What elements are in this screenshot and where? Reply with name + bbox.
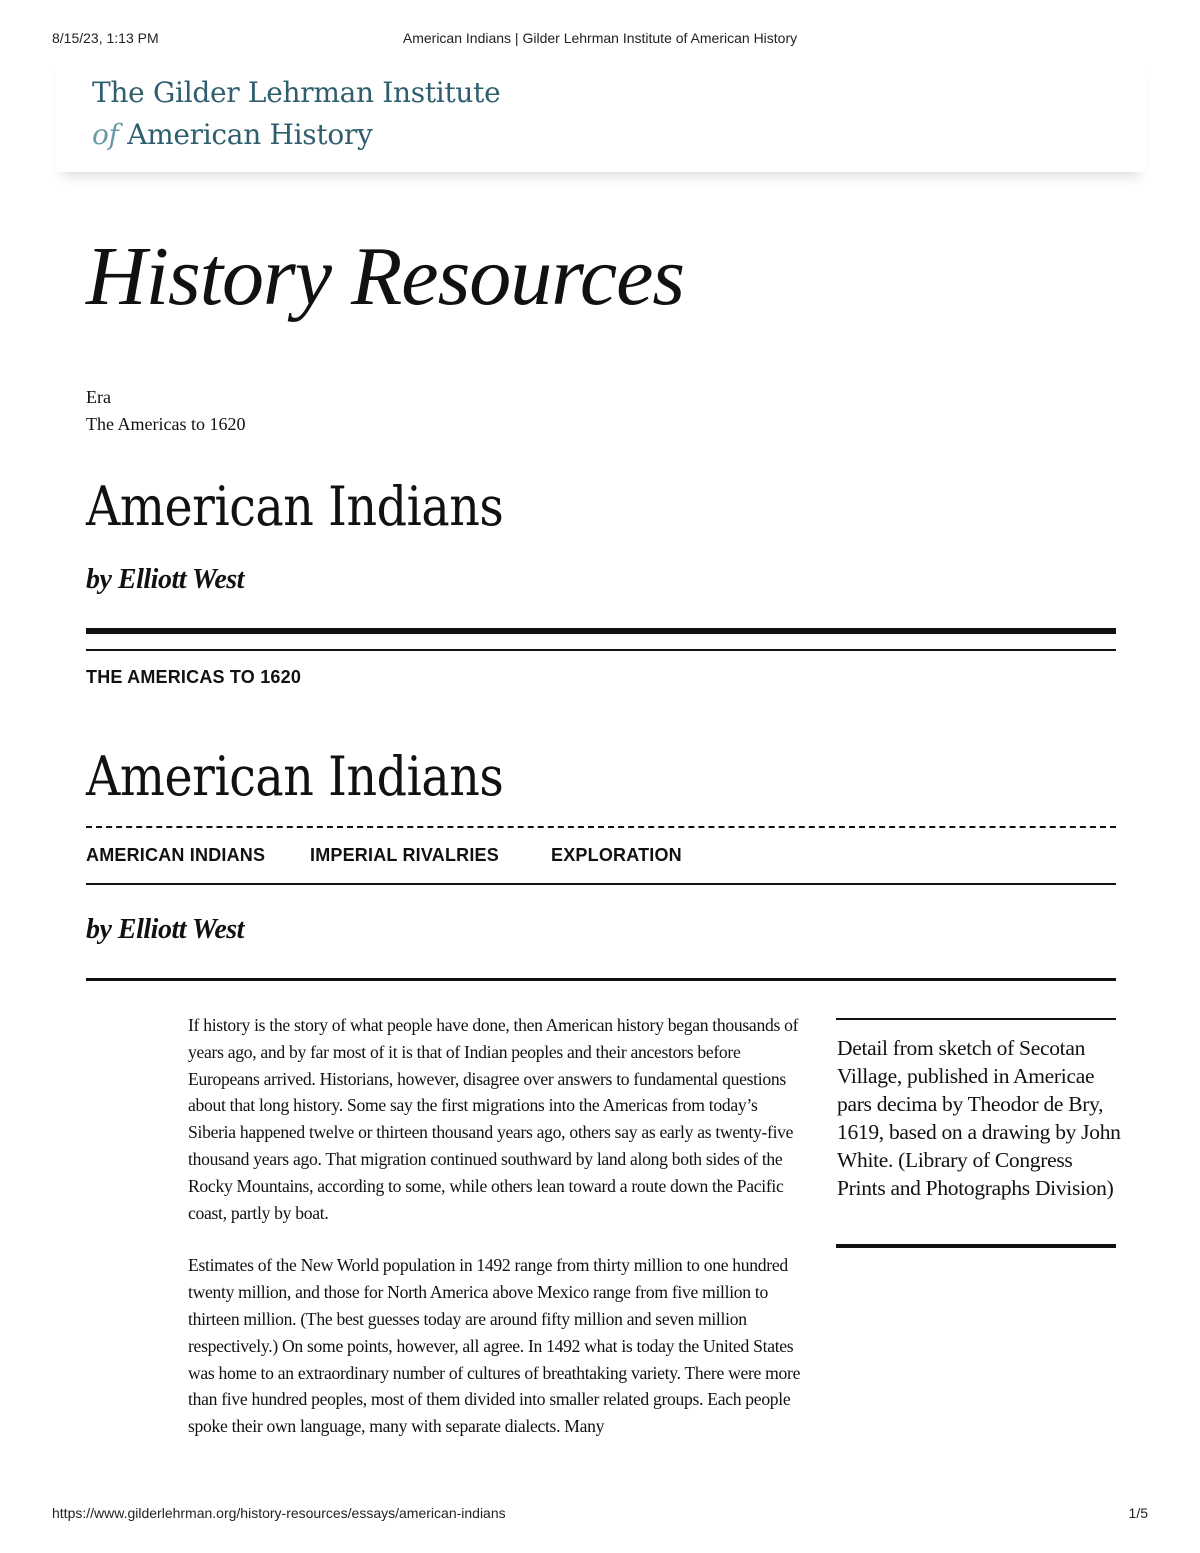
print-header <box>0 30 1200 50</box>
logo-line-1: The Gilder Lehrman Institute <box>92 76 501 109</box>
page-heading: American Indians <box>86 475 504 538</box>
article-body <box>188 1012 808 1466</box>
tabs-divider <box>86 883 1116 885</box>
era-label: Era <box>86 387 111 407</box>
logo-line-2 <box>92 114 500 156</box>
article-title: American Indians <box>86 745 504 808</box>
print-page-number: 1/5 <box>1128 1505 1148 1521</box>
print-footer <box>0 1505 1200 1525</box>
article-paragraph: Estimates of the New World population in 1492 range from thirty million to one hundred twenty million, and those for North America above Mexico range from five million to thirteen million. (The best guesses today are around fifty million and seven million respectively.) On some points, however, all agree. In 1492 what is today the United States was home to an extraordinary number of cultures of breathtaking variety. There were more than five hundred peoples, most of them divided into smaller related groups. Each people spoke their own language, many with separate dialects. Many <box>188 1255 801 1437</box>
tab-exploration[interactable]: EXPLORATION <box>551 845 682 865</box>
section-title: History Resources <box>86 230 685 323</box>
image-caption: Detail from sketch of Secotan Village, published in Americae pars decima by Theodor de Bry, 1619, based on a drawing by John White. (Library of Congress Prints and Photographs Division) <box>837 1036 1121 1200</box>
print-url: https://www.gilderlehrman.org/history-resources/essays/american-indians <box>52 1505 506 1521</box>
tab-american-indians[interactable]: AMERICAN INDIANS <box>86 845 266 865</box>
dashed-divider <box>86 826 1116 828</box>
thick-divider <box>86 628 1116 634</box>
logo-of: of <box>92 118 119 151</box>
article-category-link[interactable]: THE AMERICAS TO 1620 <box>86 667 302 687</box>
thin-divider <box>86 649 1116 651</box>
tab-imperial-rivalries[interactable]: IMPERIAL RIVALRIES <box>310 845 499 865</box>
caption-top-rule <box>836 1018 1116 1020</box>
print-page-title: American Indians | Gilder Lehrman Institute of American History <box>402 30 798 46</box>
site-header <box>56 60 1146 172</box>
logo-line-2-text: American History <box>127 118 373 151</box>
byline-divider <box>86 978 1116 981</box>
site-logo[interactable] <box>92 72 500 156</box>
print-date: 8/15/23, 1:13 PM <box>52 30 159 46</box>
page-byline: by Elliott West <box>86 564 244 595</box>
era-link[interactable]: The Americas to 1620 <box>86 414 246 434</box>
article-byline: by Elliott West <box>86 914 244 945</box>
article-paragraph: If history is the story of what people have done, then American history began thousands of years ago, and by far most of it is that of Indian peoples and their ancestors before Europeans arrived. Historians, however, disagree over answers to fundamental questions about that long history. Some say the first migrations into the Americas from today’s Siberia happened twelve or thirteen thousand years ago, others say as early as twenty-five thousand years ago. That migration continued southward by land along both sides of the Rocky Mountains, according to some, while others lean toward a route down the Pacific coast, partly by boat. <box>188 1015 799 1223</box>
caption-bottom-rule <box>836 1244 1116 1248</box>
